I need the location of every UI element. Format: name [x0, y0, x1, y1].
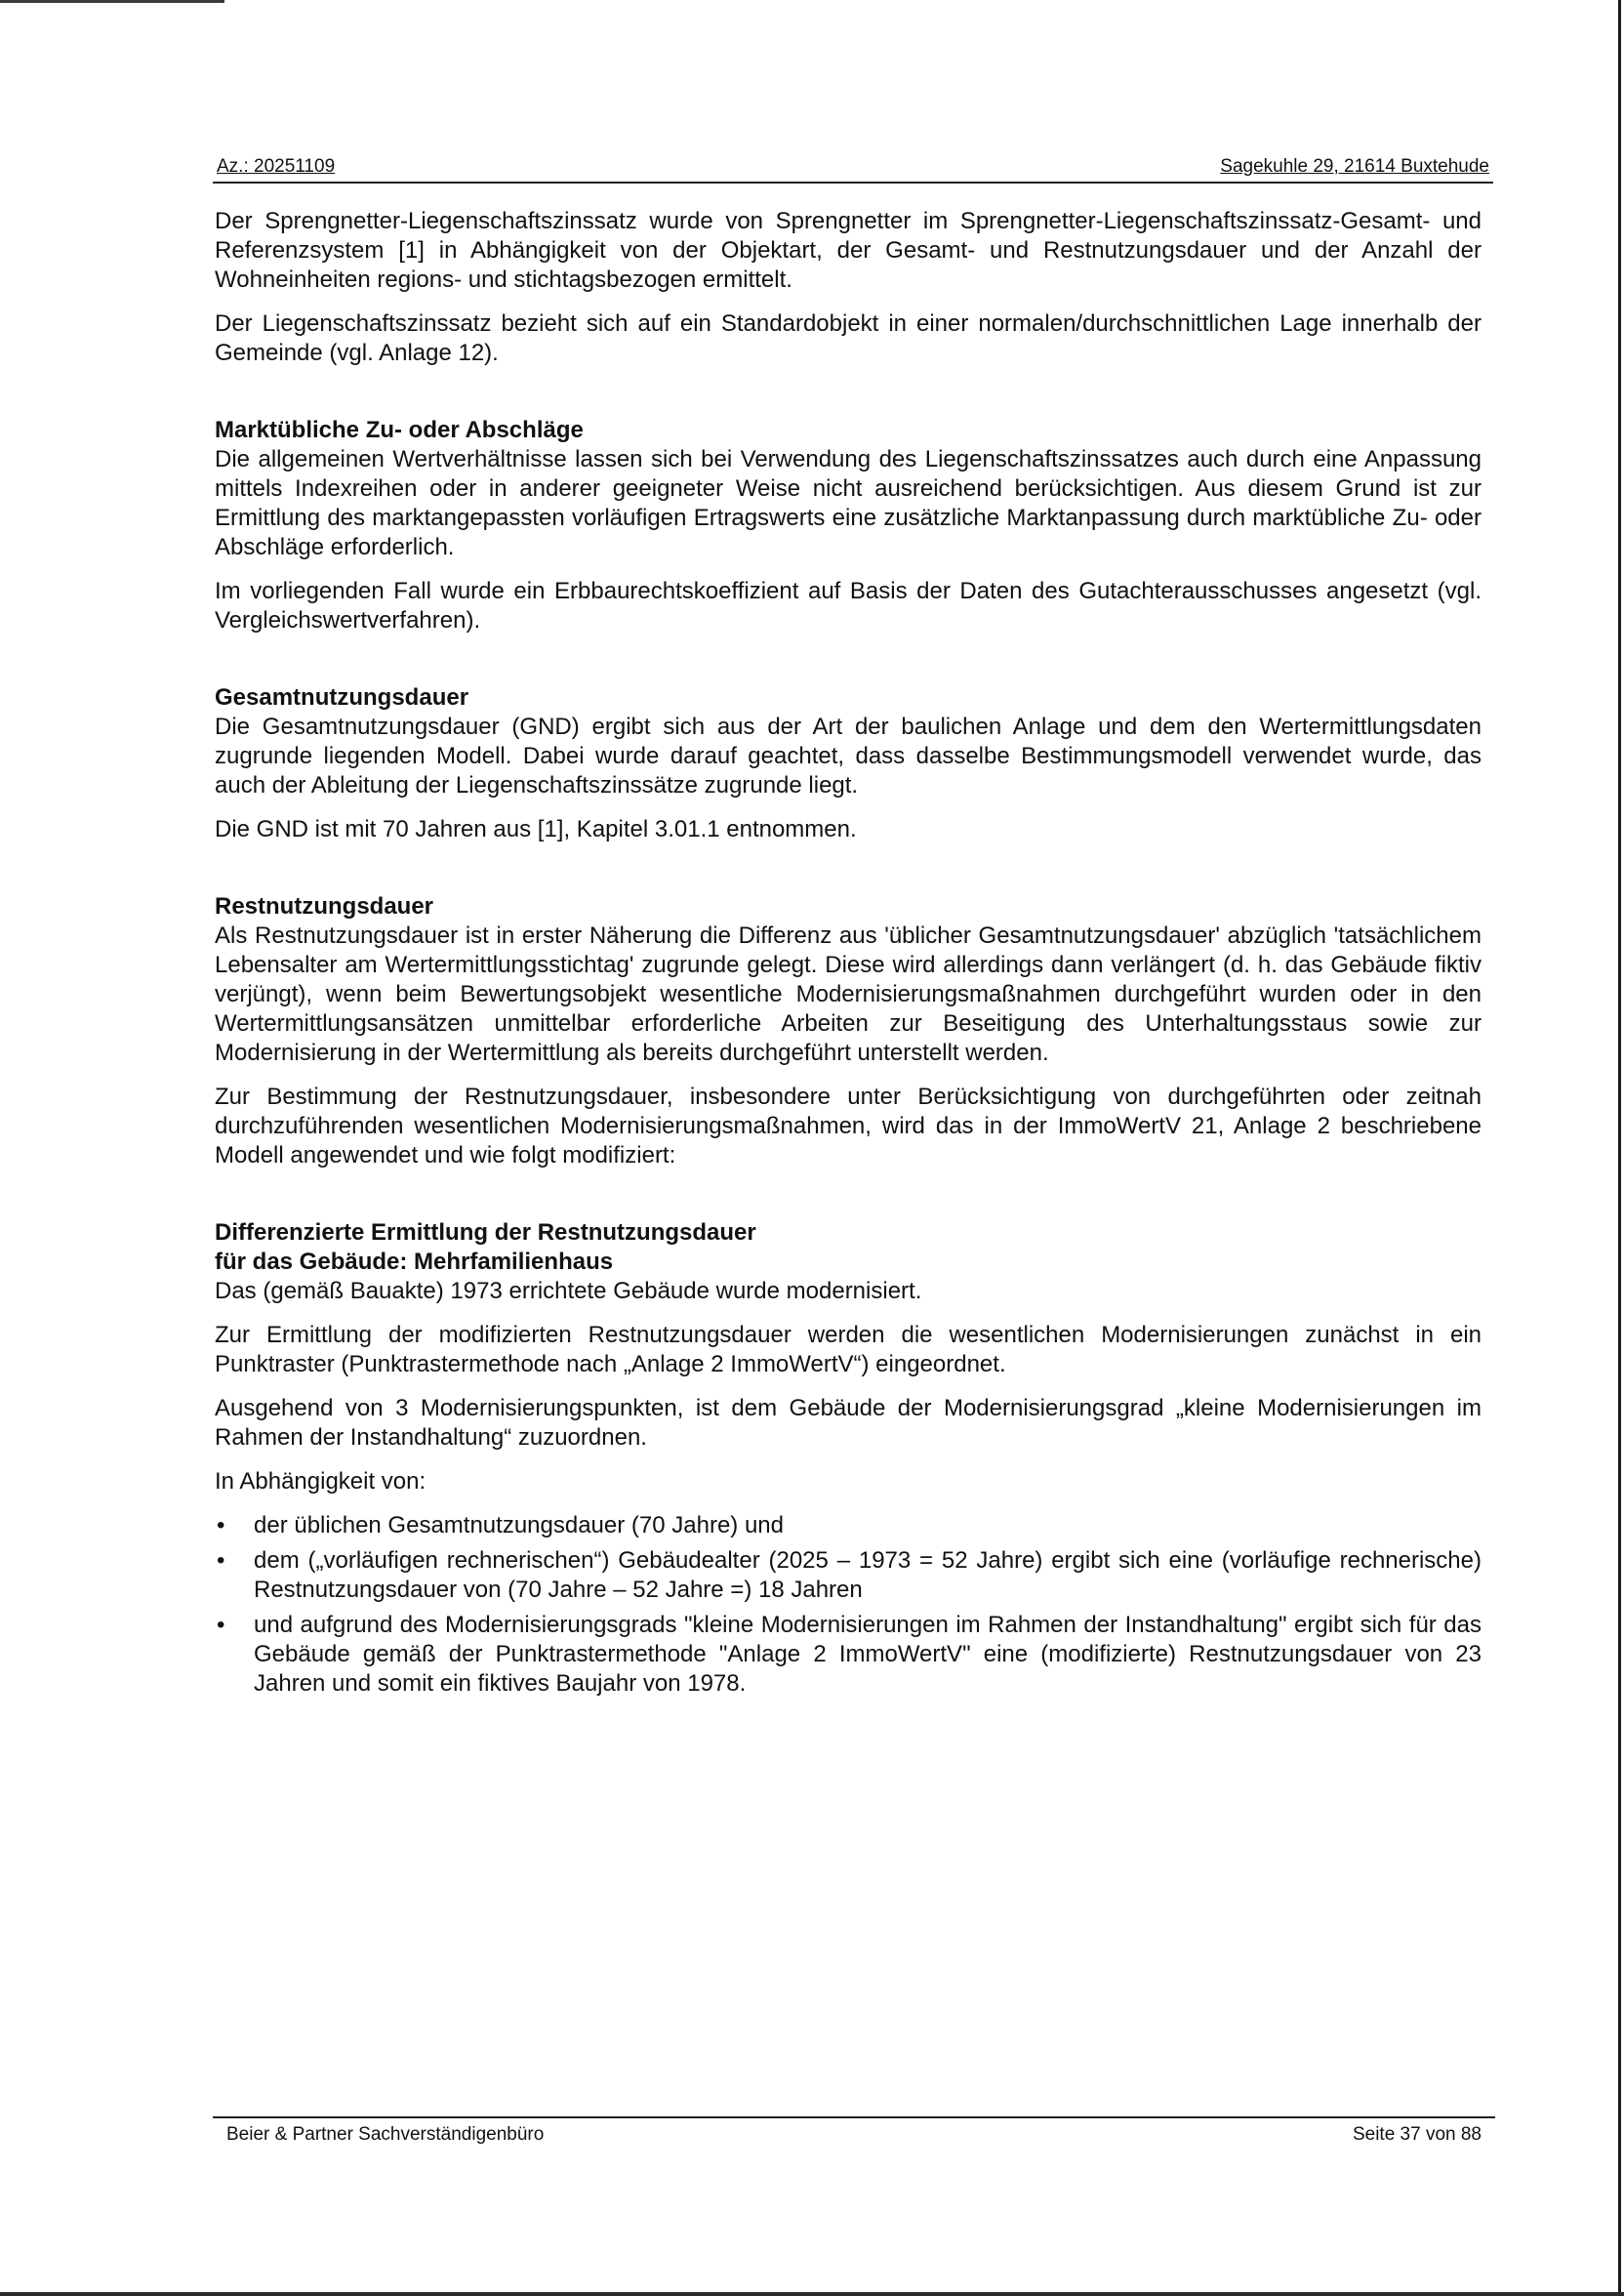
company-name: Beier & Partner Sachverständigenbüro — [226, 2124, 545, 2145]
paragraph-diff-1: Das (gemäß Bauakte) 1973 errichtete Gebäude wurde modernisiert. — [215, 1278, 922, 1304]
section-gesamtnutzungsdauer — [215, 683, 1482, 844]
section-marktanpassung — [215, 416, 1482, 636]
paragraph-rnd-1: Als Restnutzungsdauer ist in erster Näherung die Differenz aus 'üblicher Gesamtnutzungsdauer' abzüglich 'tatsächlichem Lebensalter am Wertermittlungsstichtag' zugrunde gelegt. Diese wird allerdings dann verlängert (d. h. das Gebäude fiktiv verjüngt), wenn beim Bewertungsobjekt wesentliche Modernisierungsmaßnahmen durchgeführt wurden oder in den Wertermittlungsansätzen unmittelbar erforderliche Arbeiten zur Beseitigung des Unterhaltungsstaus sowie zur Modernisierung in der Wertermittlung als bereits durchgeführt unterstellt werden. — [215, 922, 1482, 1066]
paragraph-gnd-1: Die Gesamtnutzungsdauer (GND) ergibt sich aus der Art der baulichen Anlage und dem den Wertermittlungsdaten zugrunde liegenden Modell. Dabei wurde darauf geachtet, dass dasselbe Bestimmungsmodell verwendet wurde, das auch der Ableitung der Liegenschaftszinssätze zugrunde liegt. — [215, 714, 1482, 799]
paragraph-intro-2: Der Liegenschaftszinssatz bezieht sich auf ein Standardobjekt in einer normalen/durchschnittlichen Lage innerhalb der Gemeinde (vgl. Anlage 12). — [215, 310, 1482, 366]
paragraph-markt-2: Im vorliegenden Fall wurde ein Erbbaurechtskoeffizient auf Basis der Daten des Gutachterausschusses angesetzt (vgl. Vergleichswertverfahren). — [215, 578, 1482, 634]
paragraph-markt-1: Die allgemeinen Wertverhältnisse lassen sich bei Verwendung des Liegenschaftszinssatzes auch durch eine Anpassung mittels Indexreihen oder in anderer geeigneter Weise nicht ausreichend berücksichtigen. Aus diesem Grund ist zur Ermittlung des marktangepassten vorläufigen Ertragswerts eine zusätzliche Marktanpassung durch marktübliche Zu- oder Abschläge erforderlich. — [215, 446, 1482, 560]
list-item-text: und aufgrund des Modernisierungsgrads "kleine Modernisierungen im Rahmen der Instandhaltung" ergibt sich für das Gebäude gemäß der Punktrastermethode "Anlage 2 ImmoWertV" eine (modifizierte) Restnutzungsdauer von 23 Jahren und somit ein fiktives Baujahr von 1978. — [254, 1612, 1482, 1697]
section-heading-diff-1: Differenzierte Ermittlung der Restnutzungsdauer — [215, 1219, 756, 1246]
page-footer — [213, 2116, 1495, 2152]
list-item — [215, 1611, 1482, 1699]
bullet-icon: • — [217, 1612, 225, 1638]
bullet-icon: • — [217, 1547, 225, 1574]
section-differenzierte-ermittlung — [215, 1218, 1482, 1699]
bullet-icon: • — [217, 1512, 225, 1538]
paragraph-intro-1: Der Sprengnetter-Liegenschaftszinssatz wurde von Sprengnetter im Sprengnetter-Liegenschaftszinssatz-Gesamt- und Referenzsystem [1] in Abhängigkeit von der Objektart, der Gesamt- und Restnutzungsdauer und der Anzahl der Wohneinheiten regions- und stichtagsbezogen ermittelt. — [215, 208, 1482, 293]
list-item-text: der üblichen Gesamtnutzungsdauer (70 Jahre) und — [254, 1512, 784, 1538]
section-heading-gnd: Gesamtnutzungsdauer — [215, 684, 469, 711]
paragraph-rnd-2: Zur Bestimmung der Restnutzungsdauer, insbesondere unter Berücksichtigung von durchgeführten oder zeitnah durchzuführenden wesentlichen Modernisierungsmaßnahmen, wird das in der ImmoWertV 21, Anlage 2 beschriebene Modell angewendet und wie folgt modifiziert: — [215, 1084, 1482, 1168]
property-address: Sagekuhle 29, 21614 Buxtehude — [1220, 156, 1489, 177]
list-item — [215, 1546, 1482, 1605]
scan-edge-right — [1618, 0, 1621, 2296]
scan-edge-bottom — [0, 2292, 1624, 2296]
bullet-list — [215, 1511, 1482, 1699]
section-heading-diff-2: für das Gebäude: Mehrfamilienhaus — [215, 1249, 614, 1275]
list-item-text: dem („vorläufigen rechnerischen“) Gebäudealter (2025 – 1973 = 52 Jahre) ergibt sich eine (vorläufige rechnerische) Restnutzungsdauer von (70 Jahre – 52 Jahre =) 18 Jahren — [254, 1547, 1482, 1603]
section-restnutzungsdauer — [215, 892, 1482, 1170]
page-number: Seite 37 von 88 — [1352, 2124, 1482, 2145]
list-item — [215, 1511, 1482, 1540]
section-heading-rnd: Restnutzungsdauer — [215, 893, 434, 920]
page-header — [213, 152, 1493, 184]
document-body — [215, 207, 1482, 1704]
paragraph-diff-4: In Abhängigkeit von: — [215, 1468, 426, 1495]
scan-edge-top — [0, 0, 224, 3]
paragraph-diff-3: Ausgehend von 3 Modernisierungspunkten, ist dem Gebäude der Modernisierungsgrad „kleine Modernisierungen im Rahmen der Instandhaltung“ zuzuordnen. — [215, 1395, 1482, 1451]
paragraph-gnd-2: Die GND ist mit 70 Jahren aus [1], Kapitel 3.01.1 entnommen. — [215, 816, 857, 842]
paragraph-diff-2: Zur Ermittlung der modifizierten Restnutzungsdauer werden die wesentlichen Modernisierungen zunächst in ein Punktraster (Punktrastermethode nach „Anlage 2 ImmoWertV“) eingeordnet. — [215, 1322, 1482, 1377]
file-number: Az.: 20251109 — [217, 156, 336, 177]
section-heading-markt: Marktübliche Zu- oder Abschläge — [215, 417, 584, 443]
